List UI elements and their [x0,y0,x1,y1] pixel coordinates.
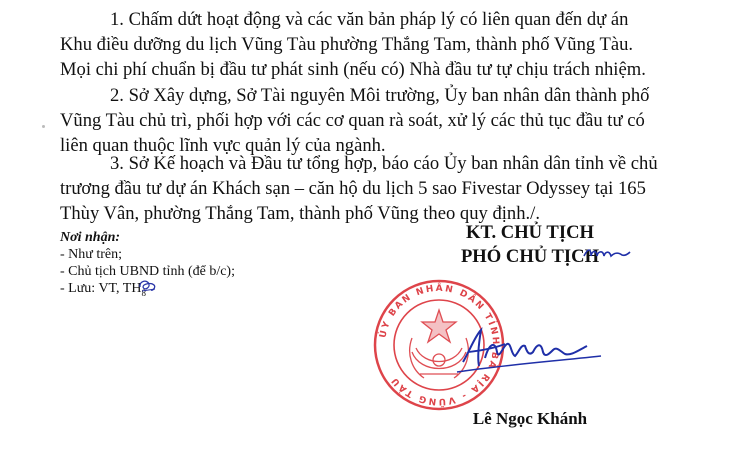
paragraph-2-line-2: Vũng Tàu chủ trì, phối hợp với các cơ quan rà soát, xử lý các thủ tục đầu tư có [60,110,645,131]
scan-speck [42,125,45,128]
signature-title-line-1: KT. CHỦ TỊCH [466,222,594,243]
archive-count: 8 [141,287,146,298]
paragraph-3-line-3: Thùy Vân, phường Thắng Tam, thành phố Vũng theo quy định./. [60,203,540,224]
paragraph-3-line-1: 3. Sở Kế hoạch và Đầu tư tổng hợp, báo cáo Ủy ban nhân dân tỉnh về chủ [110,153,658,174]
handwritten-initials-mark [137,278,159,294]
signer-name: Lê Ngọc Khánh [472,409,588,428]
recipient-item: - Như trên; [60,247,123,262]
seal-text: ỦY BAN NHÂN DÂN TỈNH BÀ RỊA - VŨNG TÀU [378,283,501,407]
recipient-item: - Chủ tịch UBND tỉnh (để b/c); [60,264,235,279]
paragraph-1-line-1: 1. Chấm dứt hoạt động và các văn bản pháp lý có liên quan đến dự án [110,9,629,30]
paragraph-1 [60,7,688,82]
paragraph-1-line-2: Khu điều dưỡng du lịch Vũng Tàu phường Thắng Tam, thành phố Vũng Tàu. [60,34,634,55]
paragraph-2-line-3: liên quan thuộc lĩnh vực quản lý của ngành. [60,135,386,156]
paragraph-3 [60,151,688,226]
archive-label: - Lưu: VT, TH [60,281,142,296]
signature-title-line-2: PHÓ CHỦ TỊCH [460,246,600,267]
paragraph-2 [60,83,688,158]
recipients-heading: Nơi nhận: [60,230,121,245]
handwritten-signature [455,322,605,382]
paragraph-1-line-3: Mọi chi phí chuẩn bị đầu tư phát sinh (nếu có) Nhà đầu tư tự chịu trách nhiệm. [60,59,646,80]
paragraph-3-line-2: trương đầu tư dự án Khách sạn – căn hộ du lịch 5 sao Fivestar Odyssey tại 165 [60,178,646,199]
handwritten-initial [582,244,632,264]
paragraph-2-line-1: 2. Sở Xây dựng, Sở Tài nguyên Môi trường, Ủy ban nhân dân thành phố [110,85,650,106]
